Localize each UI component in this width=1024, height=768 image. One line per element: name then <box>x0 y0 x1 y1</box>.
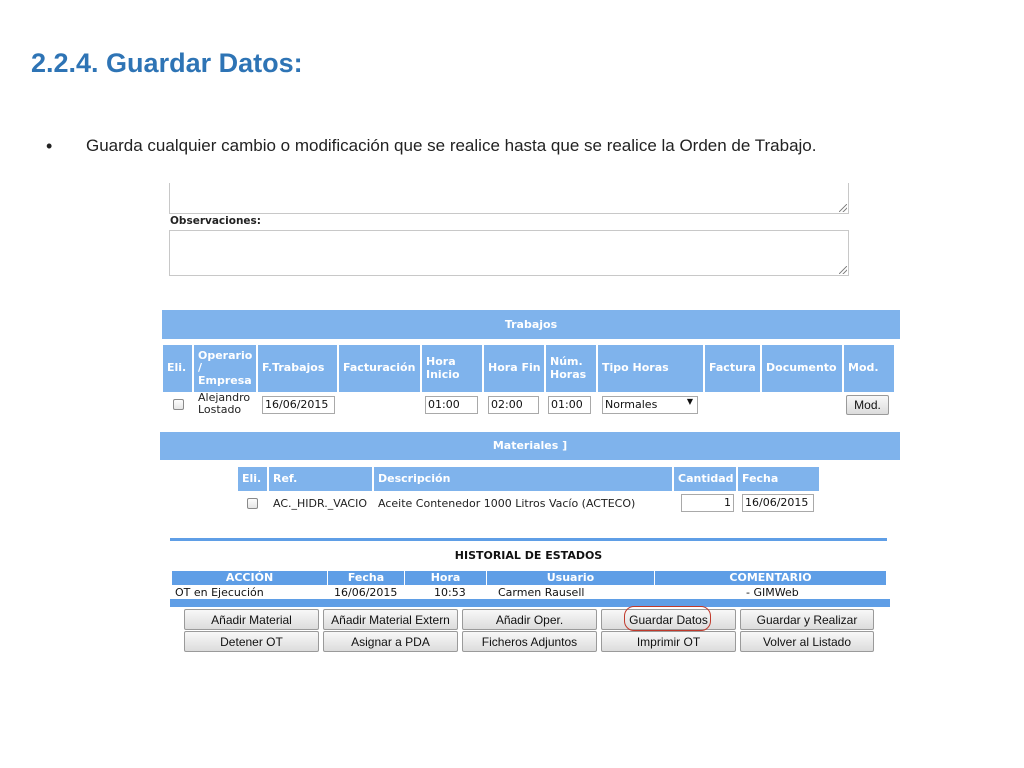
slide-title: 2.2.4. Guardar Datos: <box>31 48 303 78</box>
guardar-datos-highlight <box>624 606 711 631</box>
header-ref: Ref. <box>269 467 374 491</box>
historial-title: HISTORIAL DE ESTADOS <box>454 549 603 562</box>
header-descripcion: Descripción <box>374 467 674 491</box>
header-eli: Eli. <box>163 345 194 392</box>
header-factura: Factura <box>705 345 762 392</box>
header-accion: ACCIÓN <box>172 571 328 585</box>
guardar-datos-button[interactable]: Guardar Datos <box>601 609 736 630</box>
mod-button[interactable]: Mod. <box>846 395 889 415</box>
detener-ot-button[interactable]: Detener OT <box>184 631 319 652</box>
header-f-trabajos: F.Trabajos <box>258 345 339 392</box>
observaciones-textarea[interactable] <box>169 230 849 276</box>
tipo-horas-value: Normales <box>605 398 658 411</box>
header-num-horas: Núm. Horas <box>546 345 598 392</box>
header-hora-fin: Hora Fin <box>484 345 546 392</box>
num-horas-input[interactable]: 01:00 <box>548 396 591 414</box>
anadir-oper-button[interactable]: Añadir Oper. <box>462 609 597 630</box>
hora-inicio-input[interactable]: 01:00 <box>425 396 478 414</box>
header-hora-inicio: Hora Inicio <box>422 345 484 392</box>
materiales-title-bar <box>160 432 900 460</box>
material-ref: AC._HIDR._VACIO <box>273 497 367 510</box>
header-fecha: Fecha <box>738 467 819 491</box>
materiales-title: Materiales ] <box>492 439 568 452</box>
bullet-text: Guarda cualquier cambio o modificación que se realice hasta que se realice la Orden de Trabajo. <box>86 136 817 155</box>
trabajos-title-bar <box>162 310 900 339</box>
anadir-material-extern-button[interactable]: Añadir Material Extern <box>323 609 458 630</box>
hora-fin-input[interactable]: 02:00 <box>488 396 539 414</box>
historial-hora: 10:53 <box>434 586 466 599</box>
header-eli: Eli. <box>238 467 269 491</box>
chevron-down-icon: ▼ <box>686 397 693 406</box>
historial-usuario: Carmen Rausell <box>498 586 585 599</box>
header-mod: Mod. <box>844 345 894 392</box>
materiales-header-row <box>238 467 819 491</box>
resize-grip-icon[interactable] <box>839 266 847 274</box>
f-trabajos-input[interactable]: 16/06/2015 <box>262 396 335 414</box>
material-fecha-input[interactable]: 16/06/2015 <box>742 494 814 512</box>
historial-accion: OT en Ejecución <box>175 586 264 599</box>
material-descripcion: Aceite Contenedor 1000 Litros Vacío (ACTECO) <box>378 497 636 510</box>
header-documento: Documento <box>762 345 844 392</box>
header-fecha: Fecha <box>328 571 405 585</box>
tipo-horas-select[interactable] <box>602 396 698 414</box>
material-delete-checkbox[interactable] <box>247 498 258 509</box>
imprimir-ot-button[interactable]: Imprimir OT <box>601 631 736 652</box>
header-operario: Operario / Empresa <box>194 345 258 392</box>
historial-bottom-rule <box>170 599 890 607</box>
anadir-material-button[interactable]: Añadir Material <box>184 609 319 630</box>
bullet-icon: • <box>46 136 53 156</box>
cantidad-input[interactable]: 1 <box>681 494 734 512</box>
header-usuario: Usuario <box>487 571 655 585</box>
ficheros-adjuntos-button[interactable]: Ficheros Adjuntos <box>462 631 597 652</box>
historial-comentario: - GIMWeb <box>746 586 799 599</box>
upper-textarea[interactable] <box>169 183 849 214</box>
trabajos-header-row <box>163 345 894 392</box>
historial-fecha: 16/06/2015 <box>334 586 398 599</box>
asignar-pda-button[interactable]: Asignar a PDA <box>323 631 458 652</box>
observaciones-label: Observaciones: <box>170 215 262 227</box>
header-comentario: COMENTARIO <box>655 571 886 585</box>
header-cantidad: Cantidad <box>674 467 738 491</box>
operario-name <box>198 392 258 416</box>
volver-listado-button[interactable]: Volver al Listado <box>740 631 874 652</box>
header-tipo-horas: Tipo Horas <box>598 345 705 392</box>
trabajo-delete-checkbox[interactable] <box>173 399 184 410</box>
header-hora: Hora <box>405 571 487 585</box>
historial-top-rule <box>170 538 887 541</box>
guardar-realizar-button[interactable]: Guardar y Realizar <box>740 609 874 630</box>
operario-text: Alejandro Lostado <box>198 391 251 416</box>
historial-header-row <box>172 571 886 585</box>
header-facturacion: Facturación <box>339 345 422 392</box>
trabajos-title: Trabajos <box>504 318 558 331</box>
resize-grip-icon[interactable] <box>839 204 847 212</box>
